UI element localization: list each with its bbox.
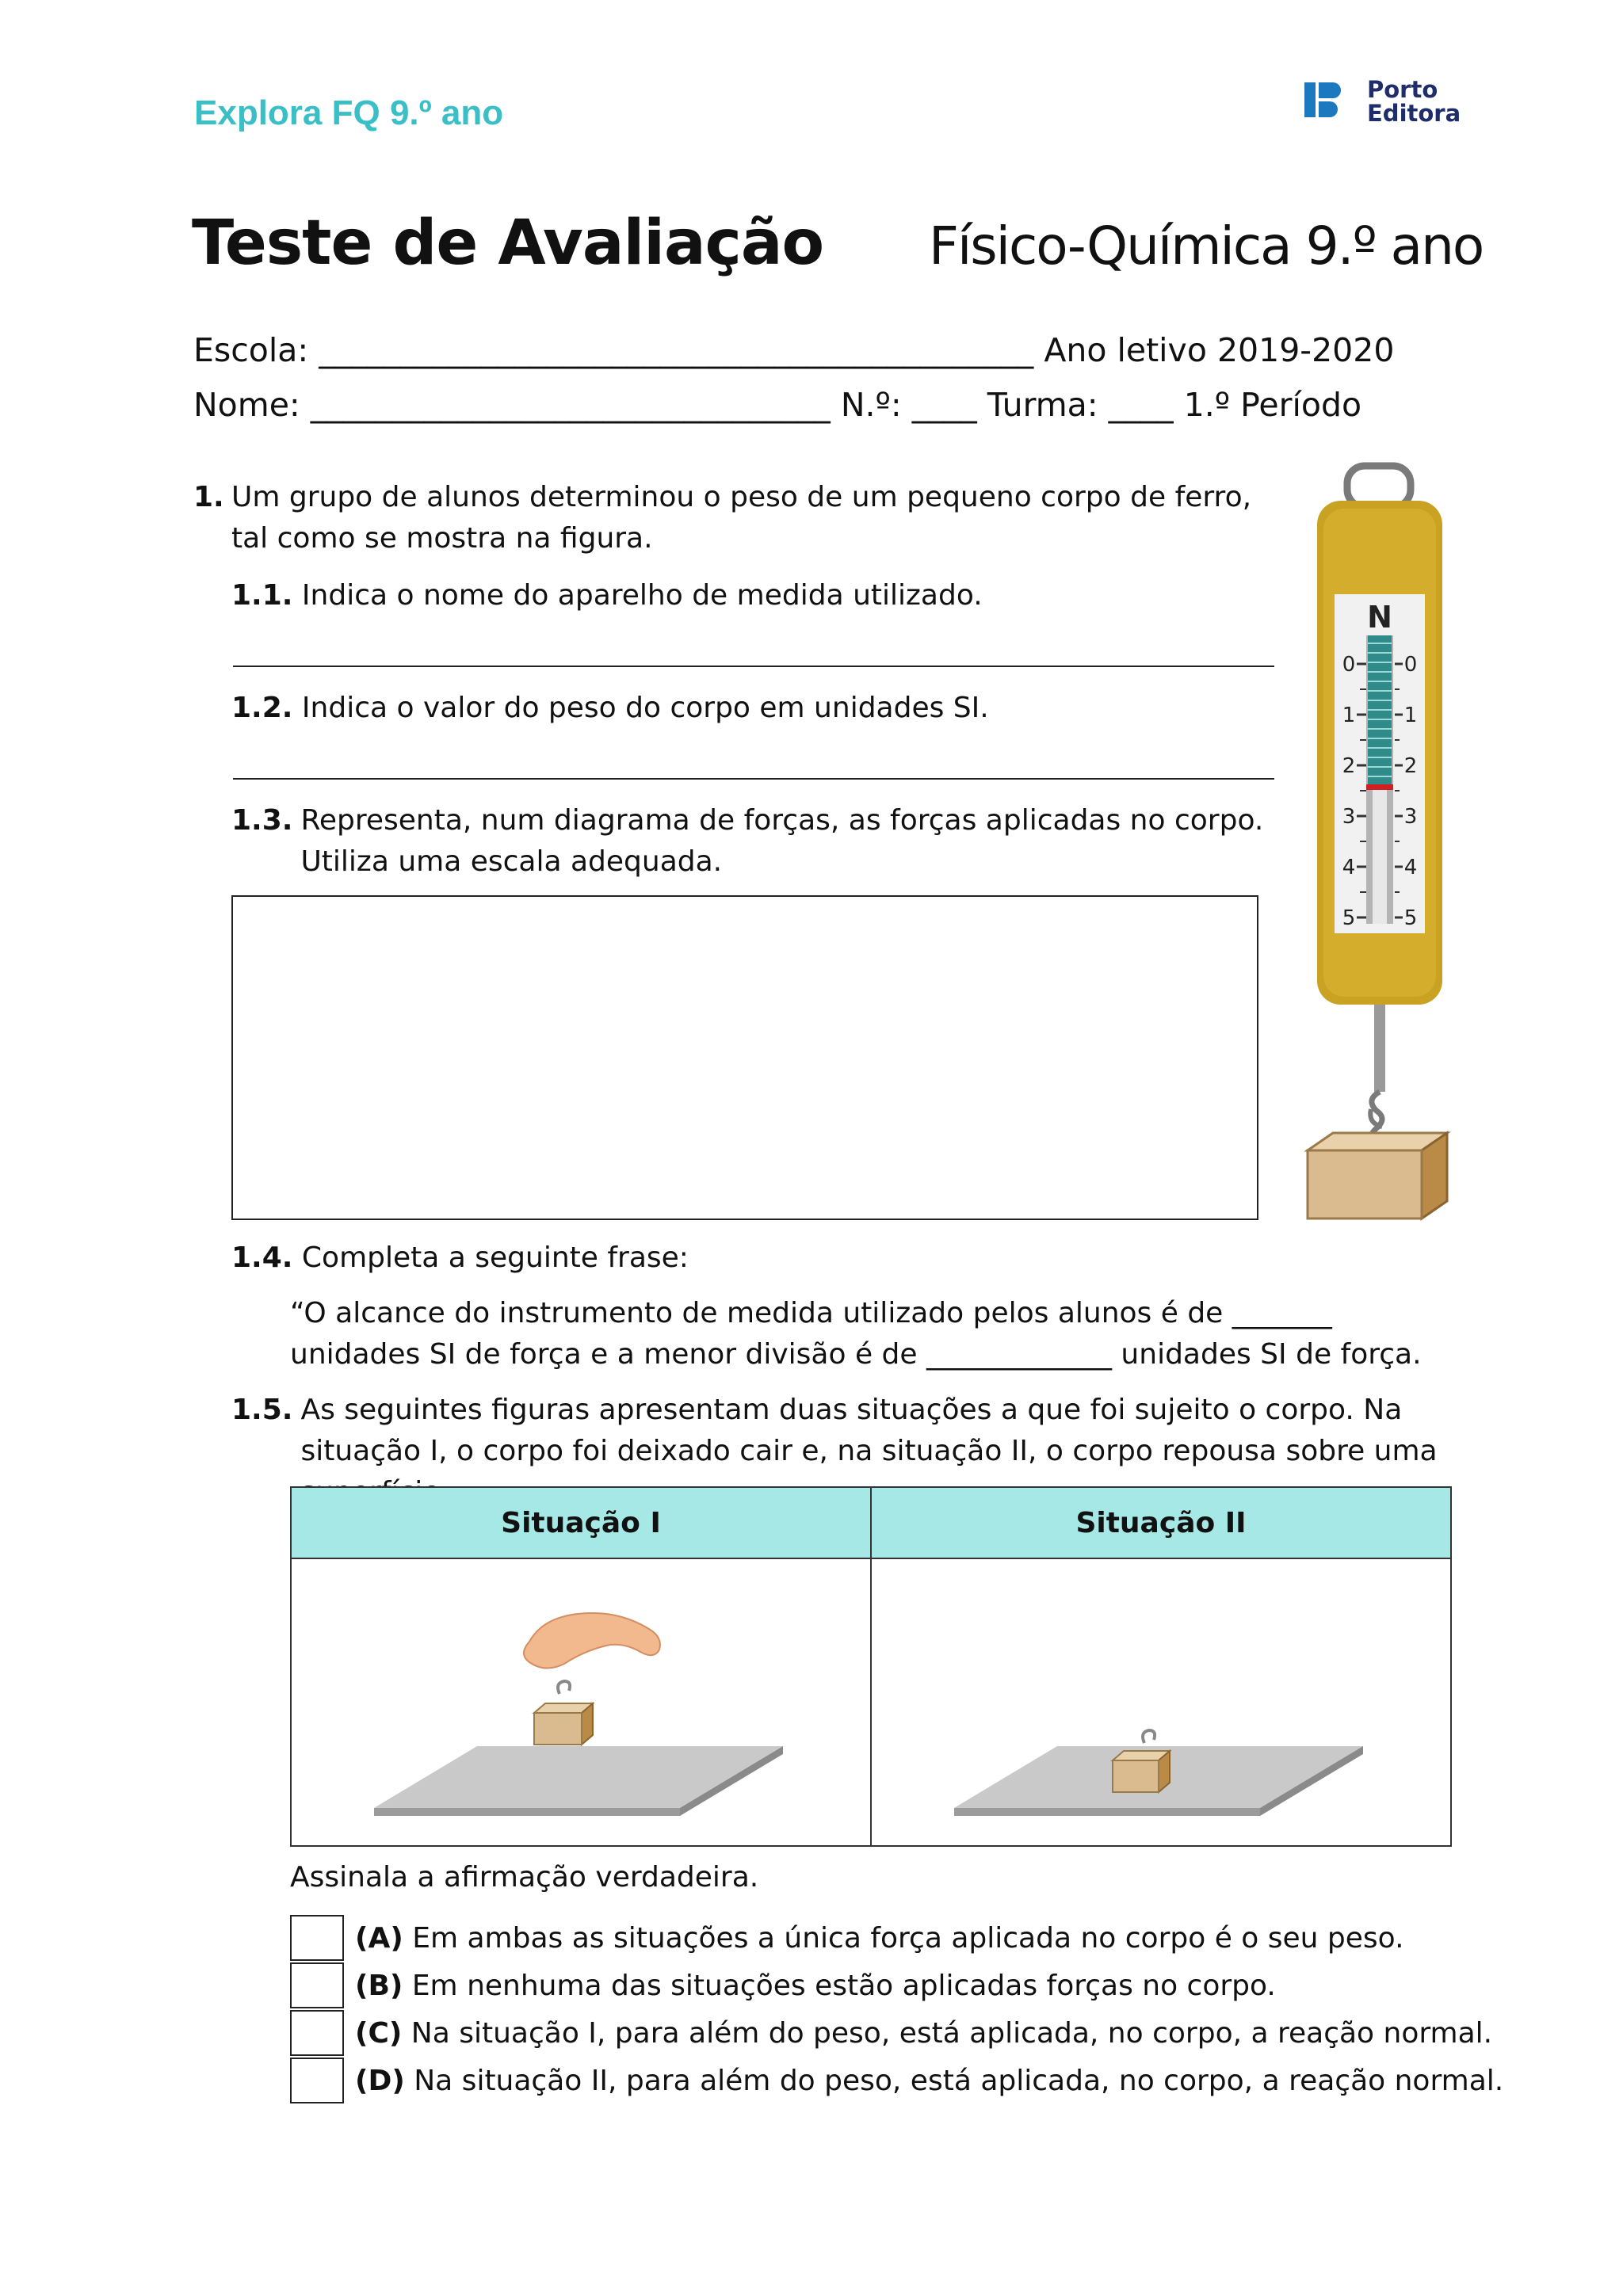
scale-label-left-3: 3 bbox=[1342, 805, 1356, 829]
question-1-4-number: 1.4. bbox=[231, 1241, 293, 1274]
option-a bbox=[290, 1914, 1503, 1962]
scale-label-left-2: 2 bbox=[1342, 754, 1356, 778]
scale-label-left-4: 4 bbox=[1342, 856, 1356, 879]
situation-2-image bbox=[871, 1558, 1451, 1846]
dynamometer-figure bbox=[1300, 460, 1458, 1244]
publisher-line-2: Editora bbox=[1367, 100, 1461, 127]
question-1-4-sentence: “O alcance do instrumento de medida utilizado pelos alunos é de _______ unidades SI de força e a menor divisão é de _____________ unidades SI de força. bbox=[290, 1297, 1422, 1371]
resting-box bbox=[1113, 1760, 1159, 1792]
question-1-3-text: Representa, num diagrama de forças, as forças aplicadas no corpo. Utiliza uma escala adequada. bbox=[300, 804, 1264, 878]
page-title: Teste de Avaliação bbox=[192, 208, 824, 279]
situation-1-drawing bbox=[292, 1559, 870, 1841]
scale-label-right-3: 3 bbox=[1403, 805, 1418, 829]
school-label: Escola: bbox=[193, 331, 309, 369]
question-1-3-number: 1.3. bbox=[231, 804, 293, 837]
dynamometer-unit: N bbox=[1367, 600, 1392, 635]
scale-label-left-0: 0 bbox=[1342, 653, 1356, 677]
series-title: Explora FQ 9.º ano bbox=[194, 93, 504, 132]
option-d-text: Na situação II, para além do peso, está aplicada, no corpo, a reação normal. bbox=[414, 2064, 1504, 2097]
falling-box bbox=[534, 1713, 582, 1745]
number-label: N.º: bbox=[840, 386, 902, 424]
option-c bbox=[290, 2009, 1503, 2057]
option-a-checkbox[interactable] bbox=[290, 1915, 344, 1961]
class-field[interactable]: ____ bbox=[1108, 386, 1174, 424]
dynamometer-rod bbox=[1374, 1005, 1385, 1092]
question-1-2-number: 1.2. bbox=[231, 692, 293, 724]
situations-table bbox=[290, 1486, 1452, 1847]
situation-2-drawing bbox=[872, 1559, 1450, 1841]
option-b bbox=[290, 1962, 1503, 2009]
publisher-line-1: Porto bbox=[1367, 76, 1438, 103]
scale-label-right-0: 0 bbox=[1403, 653, 1418, 677]
question-1-1 bbox=[231, 575, 1262, 616]
situation-1-image bbox=[291, 1558, 871, 1846]
dynamometer-indicator bbox=[1366, 784, 1393, 790]
publisher-name bbox=[1367, 78, 1461, 125]
name-label: Nome: bbox=[193, 386, 300, 424]
option-b-text: Em nenhuma das situações estão aplicadas forças no corpo. bbox=[411, 1969, 1276, 2002]
answer-line-1-1[interactable] bbox=[233, 666, 1274, 667]
scale-label-left-1: 1 bbox=[1342, 704, 1356, 727]
question-1-text: Um grupo de alunos determinou o peso de um pequeno corpo de ferro, tal como se mostra na figura. bbox=[231, 481, 1252, 555]
school-year: Ano letivo 2019-2020 bbox=[1044, 331, 1395, 369]
situation-1-header: Situação I bbox=[291, 1487, 871, 1558]
option-c-checkbox[interactable] bbox=[290, 2010, 344, 2056]
question-1-number: 1. bbox=[193, 481, 224, 513]
scale-label-right-1: 1 bbox=[1403, 704, 1418, 727]
options-list bbox=[290, 1914, 1503, 2104]
name-row bbox=[193, 386, 1361, 424]
school-row bbox=[193, 331, 1394, 369]
option-a-letter: (A) bbox=[355, 1921, 403, 1955]
option-d-checkbox[interactable] bbox=[290, 2058, 344, 2103]
situation-2-header: Situação II bbox=[871, 1487, 1451, 1558]
surface-1 bbox=[374, 1746, 783, 1808]
force-diagram-box[interactable] bbox=[231, 895, 1258, 1220]
question-1-3 bbox=[231, 800, 1277, 883]
period: 1.º Período bbox=[1183, 386, 1362, 424]
question-1-5-number: 1.5. bbox=[231, 1394, 293, 1426]
option-d bbox=[290, 2057, 1503, 2104]
question-1-1-number: 1.1. bbox=[231, 579, 293, 612]
question-1-5-text: As seguintes figuras apresentam duas situações a que foi sujeito o corpo. Na situação I, o corpo foi deixado cair e, na situação II, o corpo repousa sobre uma bbox=[300, 1394, 1438, 1467]
question-1-4 bbox=[231, 1238, 1262, 1279]
question-1-4-text: Completa a seguinte frase: bbox=[301, 1241, 689, 1274]
option-b-checkbox[interactable] bbox=[290, 1962, 344, 2008]
name-field[interactable]: ________________________________ bbox=[310, 386, 831, 424]
answer-line-1-2[interactable] bbox=[233, 778, 1274, 780]
scale-label-left-5: 5 bbox=[1342, 906, 1356, 930]
scale-label-right-4: 4 bbox=[1403, 856, 1418, 879]
question-1-2-text: Indica o valor do peso do corpo em unidades SI. bbox=[301, 692, 989, 724]
number-field[interactable]: ____ bbox=[911, 386, 977, 424]
scale-label-right-2: 2 bbox=[1403, 754, 1418, 778]
class-label: Turma: bbox=[987, 386, 1098, 424]
option-c-letter: (C) bbox=[355, 2016, 403, 2050]
option-c-text: Na situação I, para além do peso, está aplicada, no corpo, a reação normal. bbox=[411, 2016, 1493, 2050]
option-a-text: Em ambas as situações a única força aplicada no corpo é o seu peso. bbox=[412, 1921, 1404, 1955]
instruction: Assinala a afirmação verdadeira. bbox=[290, 1861, 759, 1894]
question-1-1-text: Indica o nome do aparelho de medida utilizado. bbox=[301, 579, 983, 612]
school-field[interactable]: ____________________________________________ bbox=[319, 331, 1034, 369]
subject-title: Físico-Química 9.º ano bbox=[929, 215, 1484, 277]
scale-label-right-5: 5 bbox=[1403, 906, 1418, 930]
option-d-letter: (D) bbox=[355, 2064, 405, 2097]
option-b-letter: (B) bbox=[355, 1969, 403, 2002]
iron-body-box bbox=[1308, 1133, 1447, 1219]
porto-editora-logo-icon bbox=[1300, 76, 1355, 124]
question-1-2 bbox=[231, 688, 1262, 729]
hand-icon bbox=[524, 1613, 660, 1669]
